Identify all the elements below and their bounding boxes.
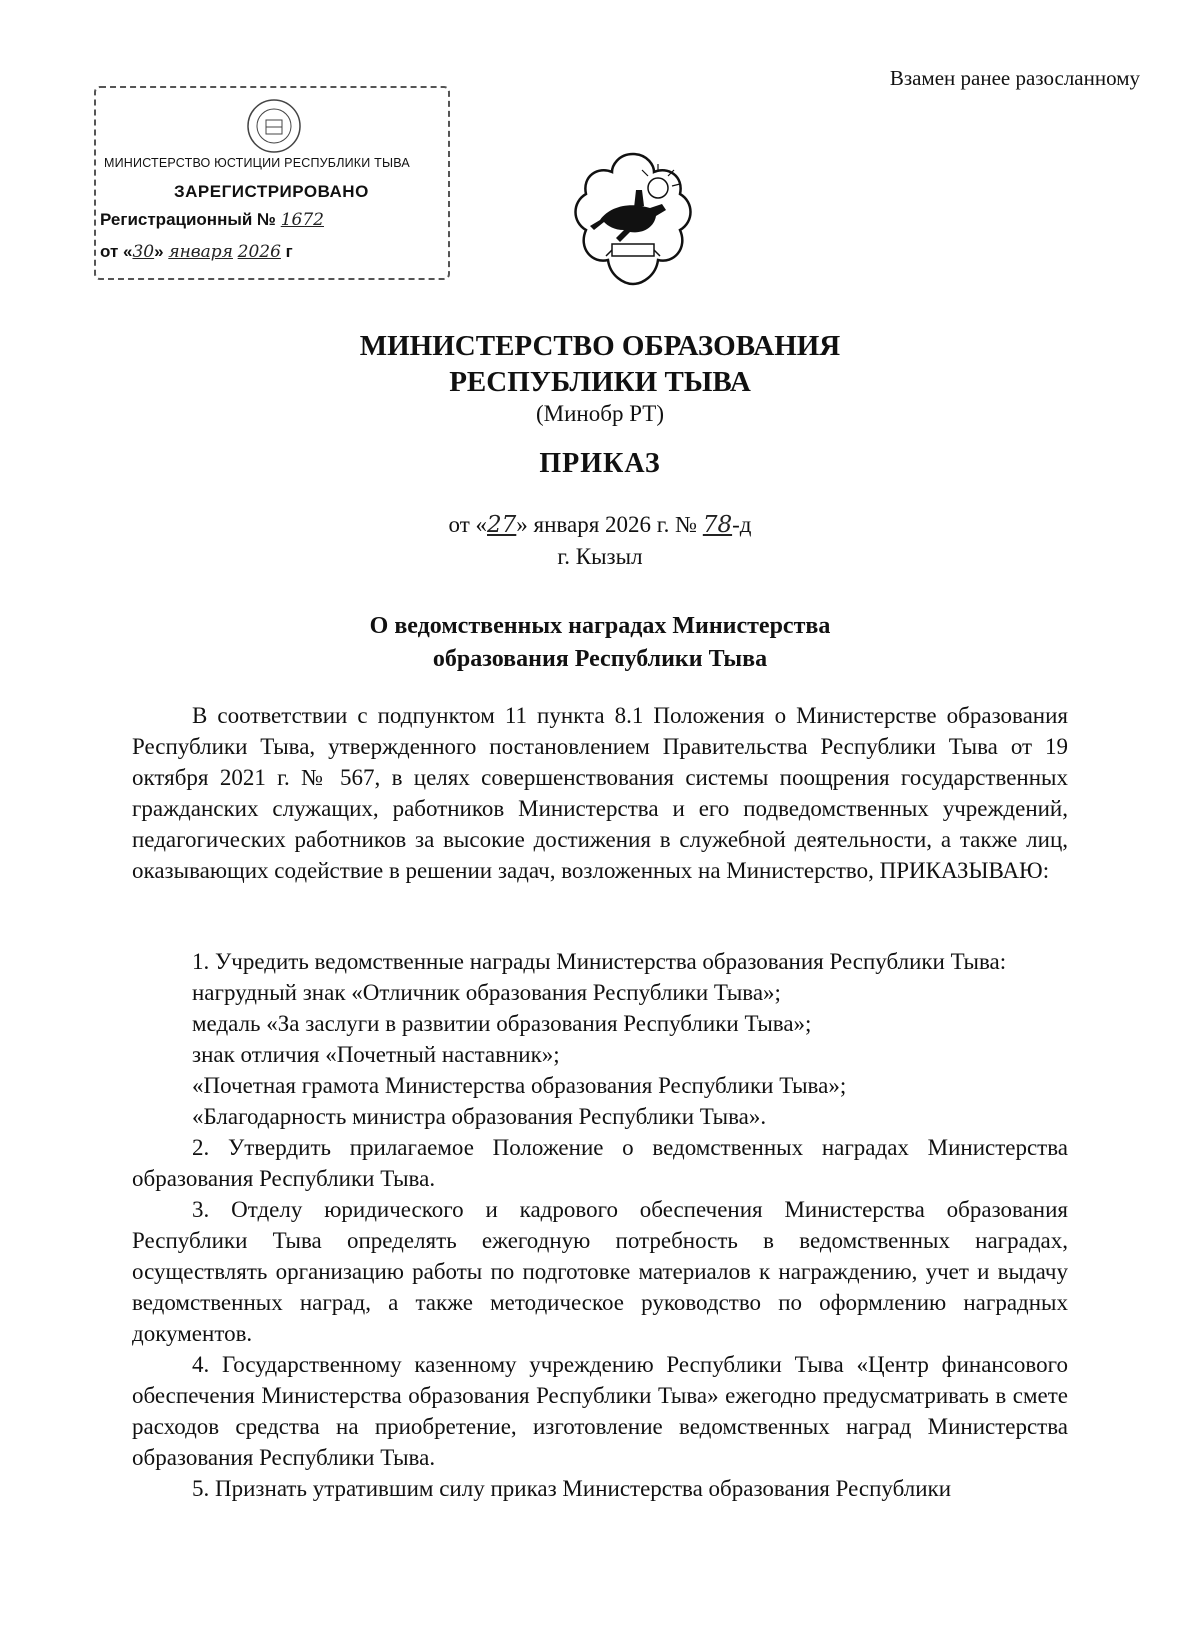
preamble-text: В соответствии с подпунктом 11 пункта 8.1 Положения о Министерстве образования Республики Тыва, утвержденного постановлением Правительства Республики Тыва от 19 октября 2021 г. № 567, в целях совершенствования системы поощрения государственных гражданских служащих, работников Министерства и его подведомственных учреждений, педагогических работников за высокие достижения в служебной деятельности, а также лиц, оказывающих содействие в решении задач, возложенных на Министерство, ПРИКАЗЫВАЮ:	[132, 703, 1068, 883]
award-item: «Благодарность министра образования Республики Тыва».	[192, 1104, 767, 1129]
registration-stamp	[94, 86, 446, 276]
order-date-day: 27	[487, 512, 517, 538]
stamp-date-prefix: от «	[100, 242, 133, 261]
order-date-rest: » января 2026 г. №	[516, 512, 698, 537]
ministry-abbreviation: (Минобр РТ)	[536, 401, 664, 426]
order-subject-line2: образования Республики Тыва	[432, 646, 768, 672]
item-5: 5. Признать утратившим силу приказ Министерства образования Республики	[192, 1476, 952, 1501]
stamp-reg-number-line	[100, 210, 324, 230]
ministry-title-line2: РЕСПУБЛИКИ ТЫВА	[449, 366, 751, 398]
order-city: г. Кызыл	[557, 544, 643, 569]
item-4: 4. Государственному казенному учреждению Республики Тыва «Центр финансового обеспечения Министерства образования Республики Тыва» ежегодно предусматривать в смете расходов средства на приобретение, изготовление ведомственных наград Министерства образования Республики Тыва.	[132, 1352, 1068, 1470]
stamp-date-day: 30	[132, 242, 155, 262]
order-items	[132, 946, 1068, 1504]
preamble-paragraph	[132, 700, 1068, 886]
award-item: нагрудный знак «Отличник образования Республики Тыва»;	[192, 980, 781, 1005]
stamp-ministry-name: МИНИСТЕРСТВО ЮСТИЦИИ РЕСПУБЛИКИ ТЫВА	[104, 156, 410, 170]
order-subject	[0, 610, 1200, 676]
order-number: 78	[702, 512, 733, 538]
tuva-coat-of-arms-icon	[570, 150, 696, 288]
stamp-registered-label: ЗАРЕГИСТРИРОВАНО	[174, 182, 369, 201]
order-date-line	[0, 512, 1200, 538]
replacement-note: Взамен ранее разосланному	[889, 66, 1140, 90]
item-1: 1. Учредить ведомственные награды Министерства образования Республики Тыва:	[192, 949, 1007, 974]
stamp-date-year: 2026	[237, 242, 281, 262]
stamp-date-month: января	[168, 242, 233, 262]
award-item: знак отличия «Почетный наставник»;	[192, 1042, 560, 1067]
order-number-suffix: -д	[732, 512, 752, 537]
stamp-reg-number: 1672	[280, 210, 324, 230]
stamp-date-suffix: г	[285, 242, 293, 261]
award-item: «Почетная грамота Министерства образования Республики Тыва»;	[192, 1073, 847, 1098]
ministry-title	[0, 328, 1200, 400]
item-3: 3. Отделу юридического и кадрового обеспечения Министерства образования Республики Тыва определять ежегодную потребность в ведомственных наградах, осуществлять организацию работы по подготовке материалов к награждению, учет и выдачу ведомственных наград, а также методическое руководство по оформлению наградных документов.	[132, 1197, 1068, 1346]
order-subject-line1: О ведомственных наградах Министерства	[369, 613, 831, 639]
stamp-reg-label: Регистрационный №	[100, 210, 276, 229]
item-2: 2. Утвердить прилагаемое Положение о ведомственных наградах Министерства образования Республики Тыва.	[132, 1135, 1068, 1191]
order-date-prefix: от «	[448, 512, 488, 537]
award-item: медаль «За заслуги в развитии образования Республики Тыва»;	[192, 1011, 812, 1036]
tuva-emblem-icon	[244, 96, 304, 156]
document-type: ПРИКАЗ	[539, 448, 661, 479]
ministry-title-line1: МИНИСТЕРСТВО ОБРАЗОВАНИЯ	[359, 330, 841, 362]
stamp-date-line	[100, 242, 293, 262]
stamp-date-mid: »	[154, 242, 164, 261]
